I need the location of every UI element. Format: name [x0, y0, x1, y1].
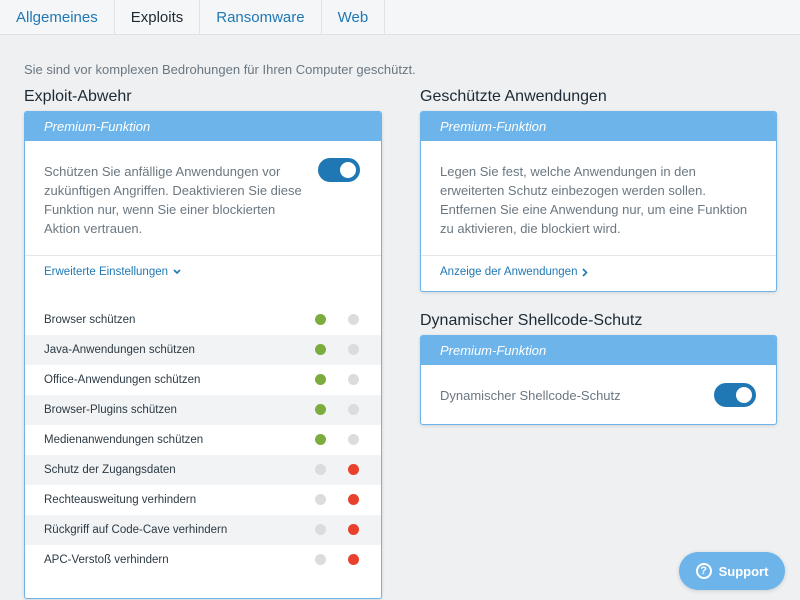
toggle-knob	[736, 387, 752, 403]
status-dot-icon[interactable]	[315, 404, 326, 415]
advanced-settings-link[interactable]	[44, 266, 181, 278]
status-dot-icon[interactable]	[348, 464, 359, 475]
protection-list	[25, 305, 381, 575]
intro-text: Sie sind vor komplexen Bedrohungen für Ihren Computer geschützt.	[24, 62, 416, 77]
list-item-label: APC-Verstoß verhindern	[44, 554, 169, 566]
list-item	[25, 365, 381, 395]
show-apps-link[interactable]	[440, 266, 588, 278]
exploit-section-title: Exploit-Abwehr	[24, 88, 132, 105]
list-item-label: Office-Anwendungen schützen	[44, 374, 201, 386]
advanced-settings-label: Erweiterte Einstellungen	[44, 266, 169, 278]
status-dot-icon[interactable]	[348, 404, 359, 415]
exploit-card	[24, 111, 382, 599]
premium-header: Premium-Funktion	[421, 112, 776, 141]
support-label: Support	[718, 563, 769, 579]
protected-apps-description: Legen Sie fest, welche Anwendungen in den erweiterten Schutz einbezogen werden sollen. Entfernen Sie eine Anwendung nur, um eine Funktion zu aktivieren, die blockiert wird.	[440, 164, 748, 236]
list-item	[25, 335, 381, 365]
status-dot-icon[interactable]	[348, 434, 359, 445]
shellcode-label: Dynamischer Shellcode-Schutz	[440, 388, 621, 403]
chevron-right-icon	[582, 268, 588, 277]
status-dot-icon[interactable]	[348, 374, 359, 385]
list-item-label: Browser schützen	[44, 314, 136, 326]
list-item-label: Medienanwendungen schützen	[44, 434, 204, 446]
status-dot-icon[interactable]	[315, 434, 326, 445]
list-item	[25, 515, 381, 545]
list-item	[25, 395, 381, 425]
tab-ransomware[interactable]: Ransomware	[200, 0, 321, 34]
premium-header: Premium-Funktion	[421, 336, 776, 365]
status-dot-icon[interactable]	[348, 524, 359, 535]
status-dot-icon[interactable]	[315, 464, 326, 475]
tab-bar	[0, 0, 800, 35]
list-item	[25, 305, 381, 335]
list-item-label: Browser-Plugins schützen	[44, 404, 177, 416]
status-dot-icon[interactable]	[315, 374, 326, 385]
status-dot-icon[interactable]	[315, 554, 326, 565]
status-dot-icon[interactable]	[348, 344, 359, 355]
toggle-knob	[340, 162, 356, 178]
support-button[interactable]	[679, 552, 785, 590]
divider	[25, 255, 381, 256]
shellcode-toggle[interactable]	[714, 383, 756, 407]
tab-web[interactable]: Web	[322, 0, 386, 34]
protected-apps-card	[420, 111, 777, 292]
status-dot-icon[interactable]	[348, 494, 359, 505]
status-dot-icon[interactable]	[315, 314, 326, 325]
status-dot-icon[interactable]	[315, 524, 326, 535]
list-item	[25, 425, 381, 455]
status-dot-icon[interactable]	[348, 554, 359, 565]
list-item-label: Rückgriff auf Code-Cave verhindern	[44, 524, 228, 536]
exploit-description: Schützen Sie anfällige Anwendungen vor zukünftigen Angriffen. Deaktivieren Sie diese Funktion nur, wenn Sie einer blockierten Aktion vertrauen.	[44, 164, 302, 236]
divider	[421, 255, 776, 256]
show-apps-label: Anzeige der Anwendungen	[440, 266, 578, 278]
status-dot-icon[interactable]	[315, 494, 326, 505]
exploit-toggle[interactable]	[318, 158, 360, 182]
question-icon: ?	[696, 563, 712, 579]
shellcode-section-title: Dynamischer Shellcode-Schutz	[420, 312, 643, 329]
chevron-down-icon	[173, 269, 181, 275]
tab-exploits[interactable]: Exploits	[115, 0, 201, 34]
premium-header: Premium-Funktion	[25, 112, 381, 141]
status-dot-icon[interactable]	[348, 314, 359, 325]
shellcode-card	[420, 335, 777, 425]
list-item	[25, 485, 381, 515]
list-item	[25, 545, 381, 575]
status-dot-icon[interactable]	[315, 344, 326, 355]
list-item-label: Schutz der Zugangsdaten	[44, 464, 176, 476]
list-item	[25, 455, 381, 485]
protected-apps-title: Geschützte Anwendungen	[420, 88, 607, 105]
tab-allgemeines[interactable]: Allgemeines	[0, 0, 115, 34]
list-item-label: Rechteausweitung verhindern	[44, 494, 197, 506]
list-item-label: Java-Anwendungen schützen	[44, 344, 195, 356]
